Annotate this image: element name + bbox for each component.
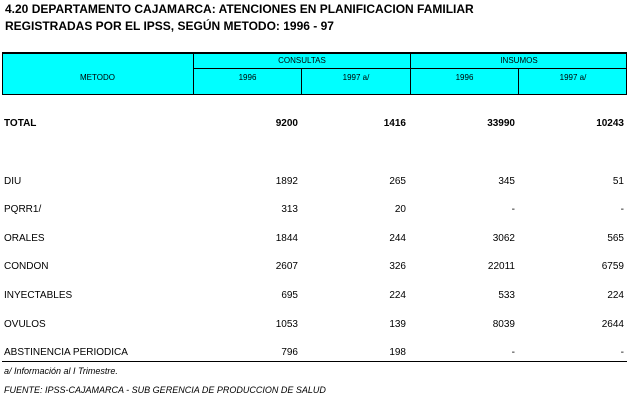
table-title-line-2: REGISTRADAS POR EL IPSS, SEGÚN METODO: 1996 - 97 — [5, 19, 334, 33]
table-title-line-1: 4.20 DEPARTAMENTO CAJAMARCA: ATENCIONES EN PLANIFICACION FAMILIAR — [5, 2, 474, 16]
row-insumos-1997: 51 — [612, 176, 624, 187]
total-label: TOTAL — [4, 118, 37, 129]
row-consultas-1996: 313 — [281, 204, 298, 215]
row-consultas-1996: 1892 — [275, 176, 298, 187]
row-consultas-1996: 695 — [281, 290, 298, 301]
header-insumos-1996: 1996 — [455, 73, 474, 82]
header-consultas-1997: 1997 a/ — [342, 73, 370, 82]
row-consultas-1996: 1844 — [275, 233, 298, 244]
row-label: ABSTINENCIA PERIODICA — [4, 347, 128, 358]
total-consultas-1997: 1416 — [383, 118, 406, 129]
row-consultas-1997: 326 — [389, 261, 406, 272]
header-consultas-1996: 1996 — [238, 73, 257, 82]
row-insumos-1996: 22011 — [487, 261, 515, 272]
row-consultas-1997: 265 — [389, 176, 406, 187]
row-consultas-1996: 1053 — [275, 319, 298, 330]
row-consultas-1996: 2607 — [275, 261, 298, 272]
header-consultas: CONSULTAS — [278, 56, 326, 65]
row-label: INYECTABLES — [4, 290, 73, 301]
header-metodo: METODO — [80, 73, 115, 82]
row-insumos-1996: 345 — [498, 176, 515, 187]
row-consultas-1996: 796 — [281, 347, 298, 358]
row-consultas-1997: 244 — [389, 233, 406, 244]
row-insumos-1996: - — [511, 204, 515, 215]
row-label: PQRR1/ — [4, 204, 42, 215]
row-insumos-1996: 533 — [498, 290, 515, 301]
row-insumos-1997: - — [620, 204, 624, 215]
total-insumos-1996: 33990 — [487, 118, 515, 129]
row-insumos-1996: 3062 — [492, 233, 515, 244]
row-insumos-1997: 565 — [607, 233, 624, 244]
source-note: FUENTE: IPSS-CAJAMARCA - SUB GERENCIA DE PRODUCCION DE SALUD — [4, 385, 326, 395]
row-insumos-1997: - — [620, 347, 624, 358]
row-insumos-1997: 6759 — [601, 261, 624, 272]
footnote: a/ Información al I Trimestre. — [4, 366, 118, 376]
header-insumos: INSUMOS — [500, 56, 538, 65]
row-label: CONDON — [4, 261, 49, 272]
row-insumos-1996: 8039 — [492, 319, 515, 330]
row-label: OVULOS — [4, 319, 46, 330]
row-insumos-1997: 2644 — [601, 319, 624, 330]
row-consultas-1997: 139 — [389, 319, 406, 330]
total-consultas-1996: 9200 — [275, 118, 298, 129]
row-consultas-1997: 224 — [389, 290, 406, 301]
row-consultas-1997: 198 — [389, 347, 406, 358]
row-label: DIU — [4, 176, 22, 187]
row-consultas-1997: 20 — [394, 204, 406, 215]
total-insumos-1997: 10243 — [596, 118, 624, 129]
row-insumos-1997: 224 — [607, 290, 624, 301]
row-label: ORALES — [4, 233, 45, 244]
header-insumos-1997: 1997 a/ — [559, 73, 587, 82]
row-insumos-1996: - — [511, 347, 515, 358]
